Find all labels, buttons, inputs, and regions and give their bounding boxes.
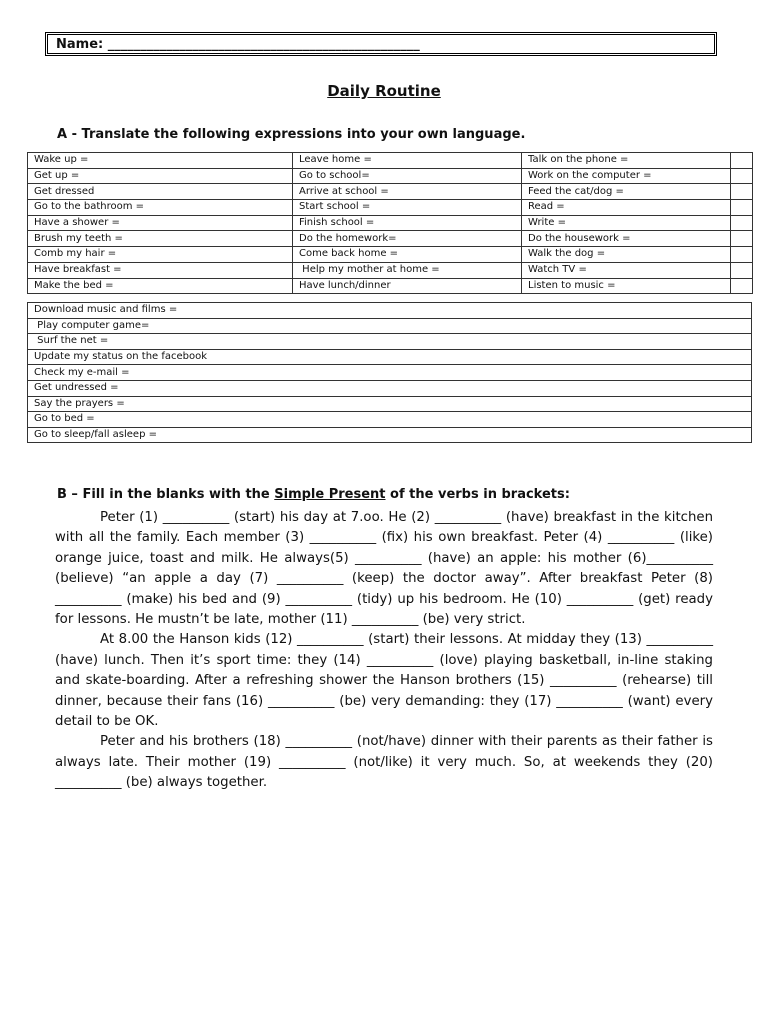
table-row [28, 278, 753, 294]
table-cell: Go to bed = [28, 412, 752, 428]
online-activities-table [27, 302, 752, 443]
table-row [28, 200, 753, 216]
table-row [28, 247, 753, 263]
fill-in-text [55, 508, 713, 794]
table-cell: Finish school = [293, 215, 522, 231]
table-row [28, 168, 753, 184]
table-cell: Go to school= [293, 168, 522, 184]
table-cell: Make the bed = [28, 278, 293, 294]
table-cell: Download music and films = [28, 303, 752, 319]
table-cell-empty [731, 278, 753, 294]
section-a-heading: A - Translate the following expressions into your own language. [57, 127, 526, 142]
table-cell-empty [731, 231, 753, 247]
table-row [28, 349, 752, 365]
table-cell: Have a shower = [28, 215, 293, 231]
table-cell: Talk on the phone = [522, 153, 731, 169]
table-cell: Go to the bathroom = [28, 200, 293, 216]
table-cell: Arrive at school = [293, 184, 522, 200]
table-cell: Help my mother at home = [293, 262, 522, 278]
table-row [28, 427, 752, 443]
table-row [28, 334, 752, 350]
table-cell: Watch TV = [522, 262, 731, 278]
table-row [28, 262, 753, 278]
table-row [28, 396, 752, 412]
table-cell: Start school = [293, 200, 522, 216]
table-cell: Get undressed = [28, 380, 752, 396]
expressions-table [27, 152, 753, 294]
name-label: Name: ________________________________________________ [56, 37, 420, 52]
section-b-label-end: of the verbs in brackets: [385, 487, 570, 502]
table-cell-empty [731, 184, 753, 200]
name-field-box [45, 32, 717, 56]
table-row [28, 365, 752, 381]
table-cell: Update my status on the facebook [28, 349, 752, 365]
table-row [28, 412, 752, 428]
table-cell: Get up = [28, 168, 293, 184]
table-cell: Brush my teeth = [28, 231, 293, 247]
table-cell: Surf the net = [28, 334, 752, 350]
table-cell: Leave home = [293, 153, 522, 169]
table-cell: Feed the cat/dog = [522, 184, 731, 200]
table-row [28, 303, 752, 319]
table-cell: Play computer game= [28, 318, 752, 334]
table-cell: Come back home = [293, 247, 522, 263]
page-title: Daily Routine [327, 82, 441, 100]
table-cell: Get dressed [28, 184, 293, 200]
paragraph-1: Peter (1) __________ (start) his day at 7.oo. He (2) __________ (have) breakfast in the kitchen with all the family. Each member (3) __________ (fix) his own breakfast. Peter (4) __________ (like) orange juice, toast and milk. He always(5) __________ (have) an apple: his mother (6)__________ (believe) “an apple a day (7) __________ (keep) the doctor away”. After breakfast Peter (8) __________ (make) his bed and (9) __________ (tidy) up his bedroom. He (10) __________ (get) ready for lessons. He mustn’t be late, mother (11) __________ (be) very strict. [55, 510, 713, 628]
table-row [28, 231, 753, 247]
table-cell: Read = [522, 200, 731, 216]
table-cell: Listen to music = [522, 278, 731, 294]
table-row [28, 153, 753, 169]
table-cell: Write = [522, 215, 731, 231]
table-row [28, 380, 752, 396]
section-b-label-tense: Simple Present [274, 487, 386, 502]
table-cell: Comb my hair = [28, 247, 293, 263]
table-cell: Do the homework= [293, 231, 522, 247]
paragraph-2: At 8.00 the Hanson kids (12) __________ (start) their lessons. At midday they (13) __________ (have) lunch. Then it’s sport time: they (14) __________ (love) playing basketball, in-line staking and skate-boarding. After a refreshing shower the Hanson brothers (15) __________ (rehearse) till dinner, because their fans (16) __________ (be) very demanding: they (17) __________ (want) every detail to be OK. [55, 632, 713, 730]
section-b-label-start: B – Fill in the blanks with the [57, 487, 275, 502]
table-cell: Say the prayers = [28, 396, 752, 412]
table-cell: Have lunch/dinner [293, 278, 522, 294]
section-b-heading [57, 487, 570, 502]
table-cell: Check my e-mail = [28, 365, 752, 381]
table-row [28, 318, 752, 334]
table-row [28, 184, 753, 200]
paragraph-3: Peter and his brothers (18) __________ (not/have) dinner with their parents as their father is always late. Their mother (19) __________ (not/like) it very much. So, at weekends they (20) __________ (be) always together. [55, 734, 713, 791]
table-row [28, 215, 753, 231]
table-cell-empty [731, 262, 753, 278]
table-cell: Work on the computer = [522, 168, 731, 184]
table-cell-empty [731, 247, 753, 263]
table-cell-empty [731, 153, 753, 169]
table-cell-empty [731, 200, 753, 216]
table-cell: Wake up = [28, 153, 293, 169]
table-cell: Go to sleep/fall asleep = [28, 427, 752, 443]
table-cell: Walk the dog = [522, 247, 731, 263]
table-cell-empty [731, 168, 753, 184]
table-cell-empty [731, 215, 753, 231]
table-cell: Do the housework = [522, 231, 731, 247]
table-cell: Have breakfast = [28, 262, 293, 278]
